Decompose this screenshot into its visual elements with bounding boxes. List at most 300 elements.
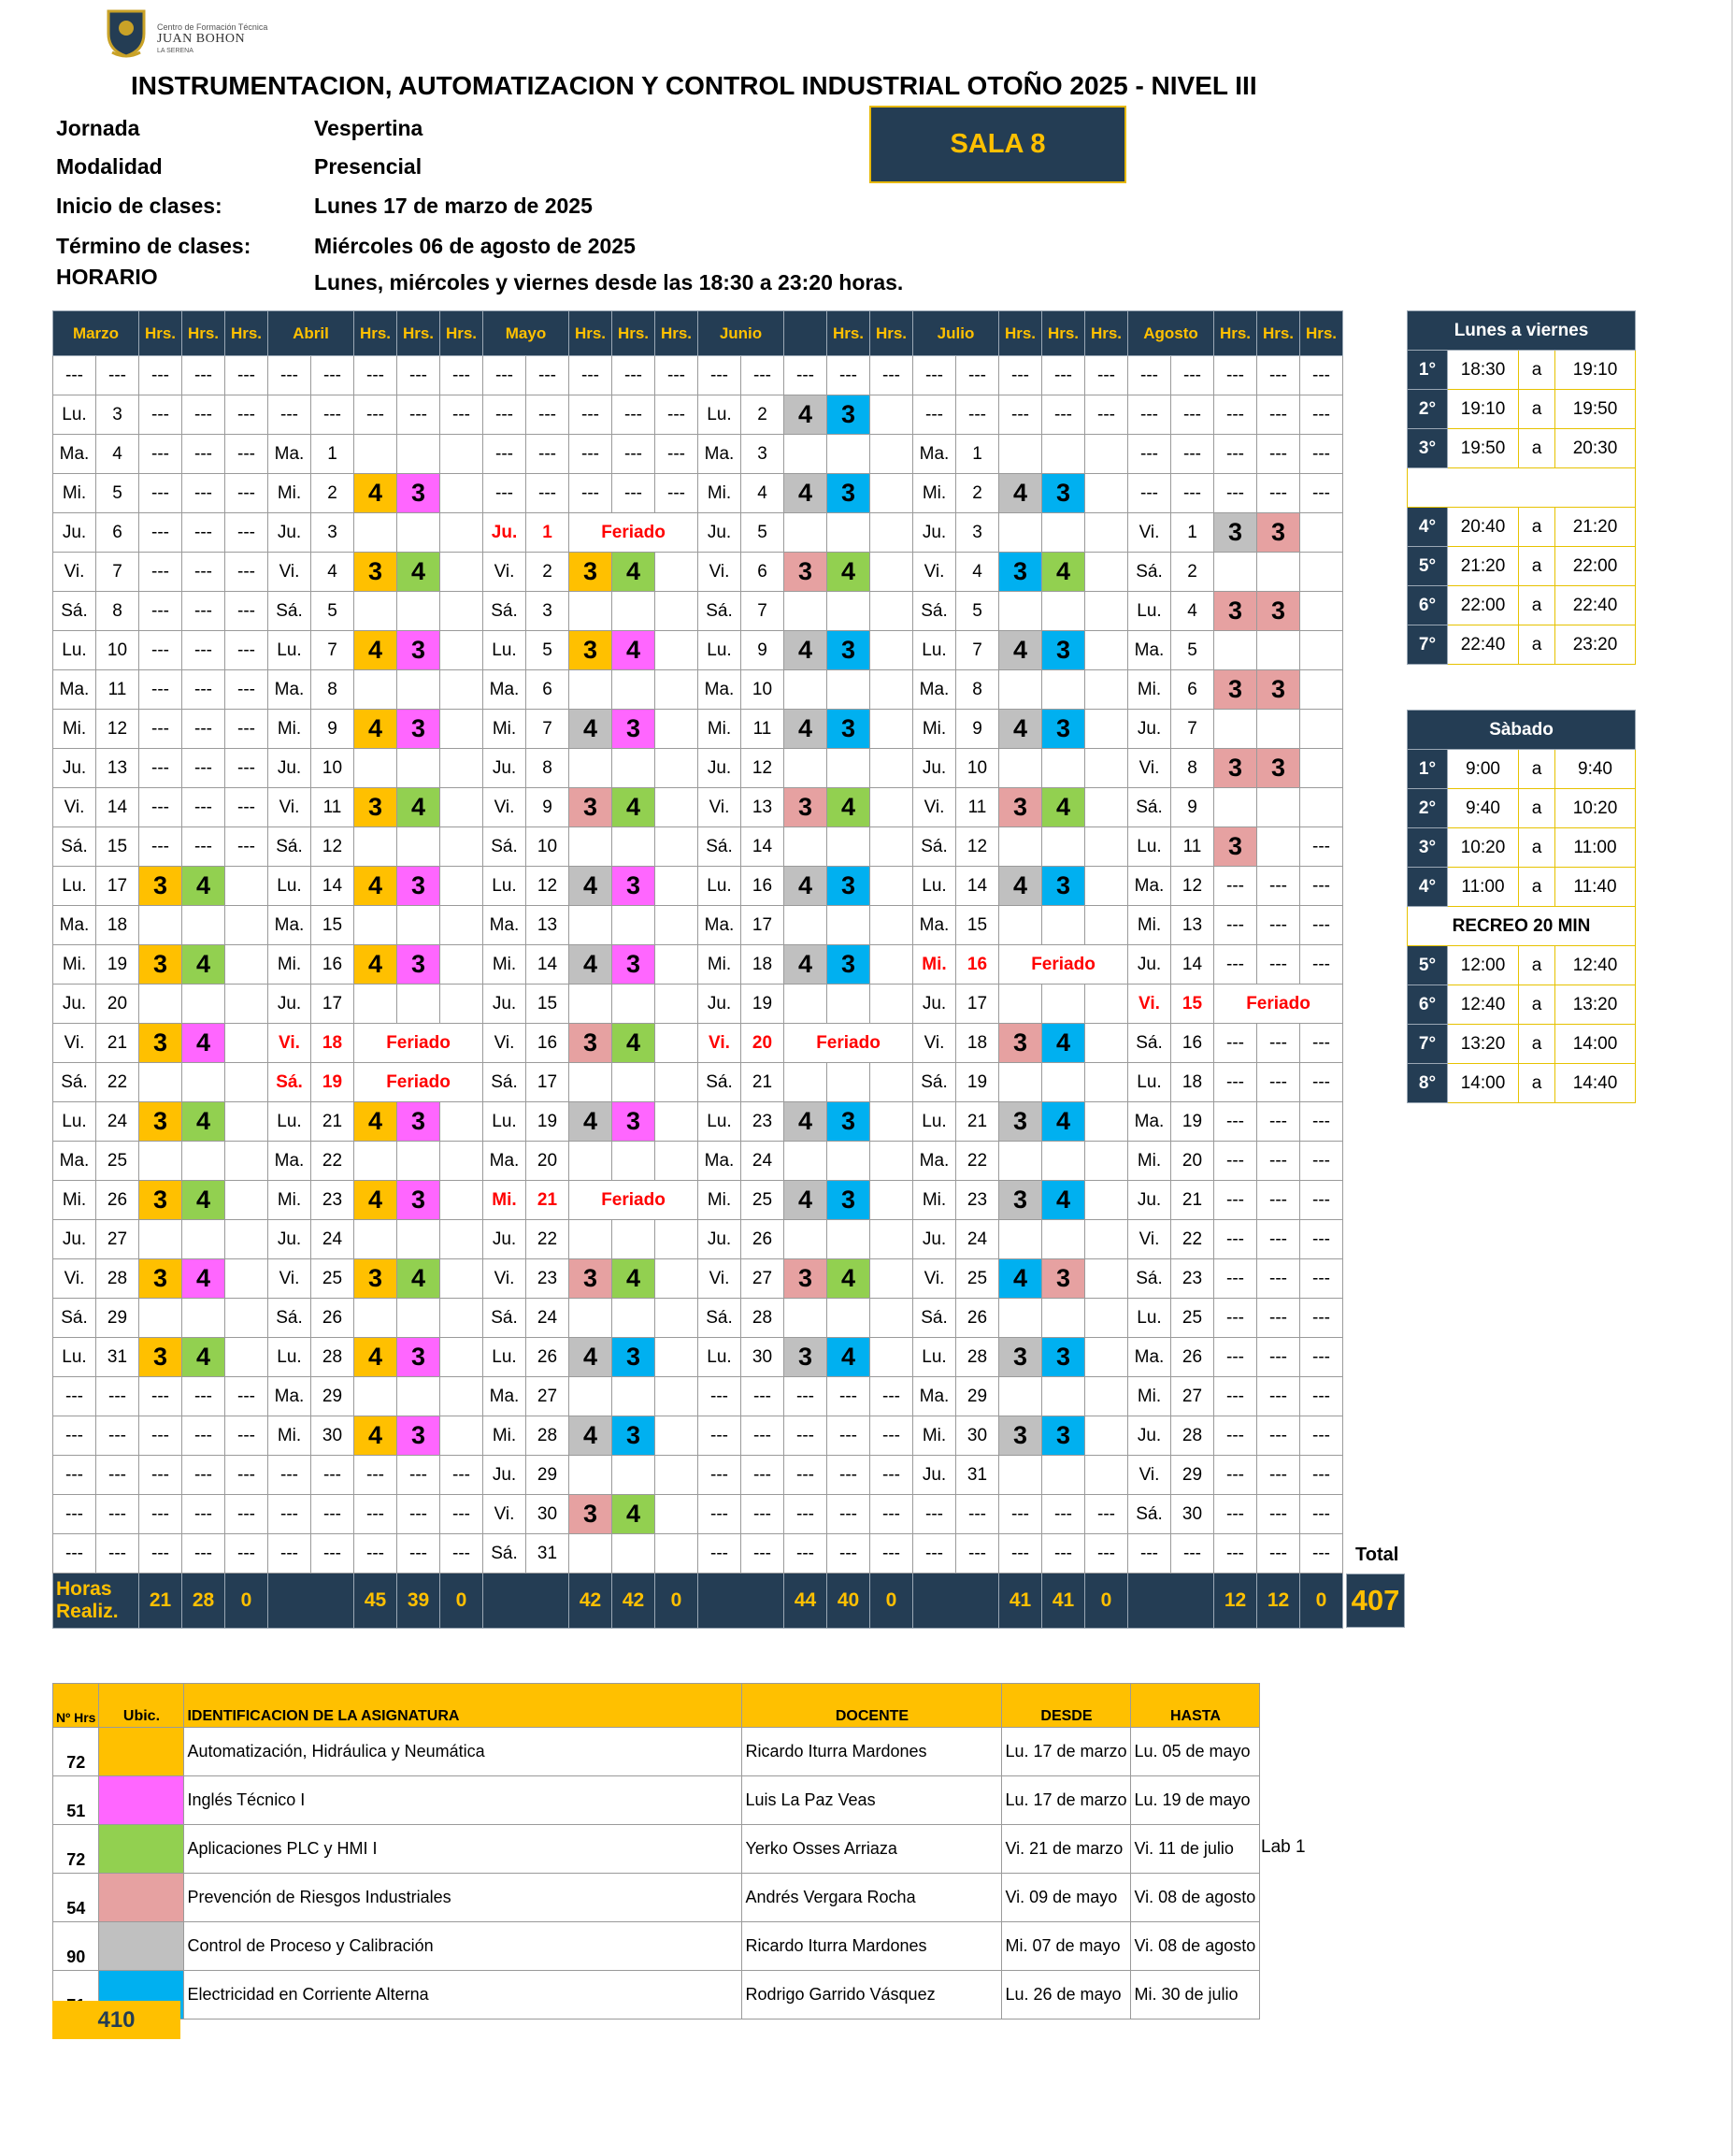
empty-cell: --- bbox=[569, 395, 612, 435]
day-number: 28 bbox=[96, 1259, 139, 1299]
empty-cell bbox=[999, 1377, 1042, 1416]
class-hours-cell: 3 bbox=[827, 710, 870, 749]
empty-cell bbox=[440, 1102, 483, 1142]
period-start: 9:00 bbox=[1448, 750, 1519, 789]
empty-cell bbox=[569, 1142, 612, 1181]
month-total: 0 bbox=[225, 1574, 268, 1629]
period-number: 1° bbox=[1408, 750, 1448, 789]
empty-cell bbox=[139, 1063, 182, 1102]
empty-cell: --- bbox=[225, 788, 268, 827]
subjects-header-cell: Nº Hrs bbox=[53, 1684, 99, 1728]
info-value-modalidad: Presencial bbox=[314, 154, 423, 179]
day-number: 5 bbox=[526, 631, 569, 670]
day-name: Ma. bbox=[53, 1142, 96, 1181]
period-start: 22:00 bbox=[1448, 586, 1519, 625]
day-name: Ju. bbox=[1128, 945, 1171, 985]
empty-cell bbox=[440, 631, 483, 670]
empty-cell: --- bbox=[354, 1456, 397, 1495]
empty-cell: --- bbox=[440, 1534, 483, 1574]
empty-cell: --- bbox=[225, 710, 268, 749]
holiday-label: Feriado bbox=[999, 945, 1128, 985]
subject-color-swatch bbox=[99, 1776, 184, 1825]
empty-cell bbox=[440, 1377, 483, 1416]
empty-cell bbox=[827, 435, 870, 474]
day-name: Ma. bbox=[1128, 631, 1171, 670]
info-label-horario: HORARIO bbox=[56, 265, 158, 289]
period-start: 9:40 bbox=[1448, 789, 1519, 828]
day-name: Mi. bbox=[913, 1181, 956, 1220]
day-name: Lu. bbox=[913, 1102, 956, 1142]
day-name: Mi. bbox=[698, 710, 741, 749]
empty-cell bbox=[1085, 788, 1128, 827]
empty-cell bbox=[1085, 827, 1128, 867]
hrs-header: Hrs. bbox=[1257, 311, 1300, 356]
footer-blank bbox=[913, 1574, 999, 1629]
empty-cell bbox=[655, 1259, 698, 1299]
day-name: Ju. bbox=[268, 749, 311, 788]
empty-cell bbox=[440, 553, 483, 592]
info-value-horario: Lunes, miércoles y viernes desde las 18:30 a 23:20 horas. bbox=[314, 270, 904, 295]
empty-cell: --- bbox=[655, 435, 698, 474]
empty-cell bbox=[225, 1102, 268, 1142]
day-number: 23 bbox=[526, 1259, 569, 1299]
day-number: 16 bbox=[311, 945, 354, 985]
total-value: 407 bbox=[1346, 1574, 1405, 1628]
day-name: --- bbox=[483, 474, 526, 513]
day-number: 5 bbox=[956, 592, 999, 631]
empty-cell bbox=[354, 827, 397, 867]
month-header: Agosto bbox=[1128, 311, 1214, 356]
empty-cell bbox=[225, 1142, 268, 1181]
class-hours-cell: 4 bbox=[569, 1338, 612, 1377]
empty-cell bbox=[1042, 827, 1085, 867]
empty-cell: --- bbox=[225, 1495, 268, 1534]
period-start: 12:40 bbox=[1448, 985, 1519, 1025]
empty-cell: --- bbox=[1300, 1259, 1343, 1299]
day-name: Lu. bbox=[53, 631, 96, 670]
day-name: Ma. bbox=[913, 435, 956, 474]
empty-cell: --- bbox=[225, 435, 268, 474]
empty-cell bbox=[1300, 788, 1343, 827]
month-total: 12 bbox=[1214, 1574, 1257, 1629]
day-number: 11 bbox=[1171, 827, 1214, 867]
day-number: 6 bbox=[96, 513, 139, 553]
day-number: 25 bbox=[311, 1259, 354, 1299]
class-hours-cell: 4 bbox=[784, 474, 827, 513]
class-hours-cell: 3 bbox=[827, 1102, 870, 1142]
class-hours-cell: 3 bbox=[612, 1338, 655, 1377]
hours-label: Horas bbox=[56, 1578, 112, 1600]
calendar-row bbox=[53, 474, 1343, 513]
empty-cell bbox=[225, 1220, 268, 1259]
day-name: --- bbox=[913, 356, 956, 395]
empty-cell: --- bbox=[182, 435, 225, 474]
day-name: Vi. bbox=[268, 1259, 311, 1299]
period-sep: a bbox=[1519, 828, 1555, 868]
class-hours-cell: 4 bbox=[784, 867, 827, 906]
day-name: Sá. bbox=[913, 827, 956, 867]
class-hours-cell: 3 bbox=[1214, 827, 1257, 867]
day-number: 12 bbox=[956, 827, 999, 867]
day-number: 17 bbox=[956, 985, 999, 1024]
day-name: Ma. bbox=[268, 670, 311, 710]
calendar-row bbox=[53, 1181, 1343, 1220]
day-number: --- bbox=[311, 1495, 354, 1534]
empty-cell bbox=[1042, 749, 1085, 788]
day-number: 11 bbox=[96, 670, 139, 710]
empty-cell bbox=[1085, 670, 1128, 710]
schedule-title: Sàbado bbox=[1408, 711, 1636, 750]
empty-cell: --- bbox=[1214, 1102, 1257, 1142]
empty-cell bbox=[225, 1299, 268, 1338]
holiday-date: 19 bbox=[311, 1063, 354, 1102]
subject-from: Vi. 21 de marzo bbox=[1002, 1825, 1131, 1874]
month-total: 28 bbox=[182, 1574, 225, 1629]
day-number: 21 bbox=[96, 1024, 139, 1063]
empty-cell bbox=[569, 1456, 612, 1495]
day-name: Ma. bbox=[483, 906, 526, 945]
day-name: Ma. bbox=[1128, 1102, 1171, 1142]
empty-cell: --- bbox=[1257, 1534, 1300, 1574]
subject-hours: 90 bbox=[53, 1922, 99, 1971]
empty-cell: --- bbox=[440, 356, 483, 395]
empty-cell bbox=[354, 985, 397, 1024]
empty-cell: --- bbox=[1300, 435, 1343, 474]
day-number: 17 bbox=[741, 906, 784, 945]
day-number: 19 bbox=[526, 1102, 569, 1142]
empty-cell bbox=[827, 1220, 870, 1259]
empty-cell bbox=[440, 749, 483, 788]
day-name: Lu. bbox=[268, 1338, 311, 1377]
empty-cell bbox=[1042, 435, 1085, 474]
day-number: 14 bbox=[311, 867, 354, 906]
empty-cell bbox=[655, 1024, 698, 1063]
empty-cell: --- bbox=[182, 553, 225, 592]
empty-cell bbox=[612, 592, 655, 631]
class-hours-cell: 3 bbox=[1257, 592, 1300, 631]
period-end: 12:40 bbox=[1555, 946, 1636, 985]
calendar-row bbox=[53, 710, 1343, 749]
day-name: Lu. bbox=[698, 1338, 741, 1377]
empty-cell bbox=[182, 906, 225, 945]
day-number: 27 bbox=[526, 1377, 569, 1416]
empty-cell: --- bbox=[569, 356, 612, 395]
empty-cell: --- bbox=[1300, 1377, 1343, 1416]
day-number: 18 bbox=[96, 906, 139, 945]
class-hours-cell: 3 bbox=[139, 945, 182, 985]
empty-cell: --- bbox=[870, 1495, 913, 1534]
hrs-header: Hrs. bbox=[999, 311, 1042, 356]
month-header: Julio bbox=[913, 311, 999, 356]
class-hours-cell: 4 bbox=[612, 1024, 655, 1063]
day-name: Mi. bbox=[913, 474, 956, 513]
empty-cell bbox=[440, 827, 483, 867]
empty-cell bbox=[1085, 1181, 1128, 1220]
day-number: 22 bbox=[1171, 1220, 1214, 1259]
holiday-date: 21 bbox=[526, 1181, 569, 1220]
class-hours-cell: 3 bbox=[827, 474, 870, 513]
info-value-inicio: Lunes 17 de marzo de 2025 bbox=[314, 194, 593, 218]
day-number: 12 bbox=[311, 827, 354, 867]
hrs-header: Hrs. bbox=[655, 311, 698, 356]
day-number: 1 bbox=[956, 435, 999, 474]
empty-cell bbox=[1257, 631, 1300, 670]
empty-cell: --- bbox=[225, 670, 268, 710]
empty-cell bbox=[397, 670, 440, 710]
day-number: --- bbox=[956, 356, 999, 395]
empty-cell bbox=[612, 1142, 655, 1181]
subject-teacher: Ricardo Iturra Mardones bbox=[742, 1922, 1002, 1971]
period-sep: a bbox=[1519, 429, 1555, 468]
empty-cell bbox=[1214, 631, 1257, 670]
day-number: 20 bbox=[526, 1142, 569, 1181]
day-name: Ju. bbox=[483, 749, 526, 788]
empty-cell bbox=[1042, 1299, 1085, 1338]
empty-cell: --- bbox=[1257, 1259, 1300, 1299]
empty-cell bbox=[440, 1299, 483, 1338]
subjects-header-cell: DESDE bbox=[1002, 1684, 1131, 1728]
class-hours-cell: 3 bbox=[569, 631, 612, 670]
class-hours-cell: 3 bbox=[1257, 513, 1300, 553]
class-hours-cell: 4 bbox=[182, 1024, 225, 1063]
empty-cell bbox=[1300, 553, 1343, 592]
empty-cell bbox=[139, 1142, 182, 1181]
empty-cell bbox=[354, 1299, 397, 1338]
day-name: --- bbox=[483, 356, 526, 395]
day-name: Sá. bbox=[698, 1063, 741, 1102]
day-number: 21 bbox=[741, 1063, 784, 1102]
empty-cell: --- bbox=[1257, 906, 1300, 945]
period-sep: a bbox=[1519, 946, 1555, 985]
period-number: 5° bbox=[1408, 946, 1448, 985]
day-name: Vi. bbox=[483, 553, 526, 592]
day-number: 18 bbox=[741, 945, 784, 985]
empty-cell: --- bbox=[827, 356, 870, 395]
class-hours-cell: 3 bbox=[354, 553, 397, 592]
empty-cell: --- bbox=[139, 513, 182, 553]
day-name: Mi. bbox=[268, 1181, 311, 1220]
day-name: Mi. bbox=[698, 474, 741, 513]
calendar-row bbox=[53, 631, 1343, 670]
day-number: --- bbox=[1171, 1534, 1214, 1574]
day-name: Mi. bbox=[483, 1416, 526, 1456]
empty-cell: --- bbox=[1300, 356, 1343, 395]
class-hours-cell: 3 bbox=[612, 1102, 655, 1142]
day-name: Mi. bbox=[268, 710, 311, 749]
day-name: --- bbox=[913, 395, 956, 435]
period-number: 7° bbox=[1408, 625, 1448, 665]
empty-cell bbox=[655, 1338, 698, 1377]
day-name: Vi. bbox=[913, 788, 956, 827]
footer-blank bbox=[698, 1574, 784, 1629]
calendar-row bbox=[53, 1142, 1343, 1181]
subject-row bbox=[53, 1971, 1260, 2019]
empty-cell bbox=[1300, 749, 1343, 788]
schedule-row bbox=[1408, 586, 1636, 625]
empty-cell: --- bbox=[1257, 1142, 1300, 1181]
empty-cell bbox=[225, 985, 268, 1024]
subject-from: Mi. 07 de mayo bbox=[1002, 1922, 1131, 1971]
empty-cell bbox=[870, 435, 913, 474]
day-number: --- bbox=[741, 1456, 784, 1495]
holiday-label: Feriado bbox=[354, 1063, 483, 1102]
day-name: Sá. bbox=[483, 592, 526, 631]
empty-cell: --- bbox=[1257, 1456, 1300, 1495]
day-name: --- bbox=[53, 1456, 96, 1495]
empty-cell bbox=[225, 1338, 268, 1377]
day-name: Ju. bbox=[483, 1456, 526, 1495]
day-number: 30 bbox=[311, 1416, 354, 1456]
lab-note: Lab 1 bbox=[1261, 1837, 1306, 1857]
period-number: 3° bbox=[1408, 429, 1448, 468]
day-number: 31 bbox=[526, 1534, 569, 1574]
day-number: 3 bbox=[311, 513, 354, 553]
subject-to: Vi. 08 de agosto bbox=[1131, 1874, 1260, 1922]
empty-cell: --- bbox=[139, 827, 182, 867]
month-total: 42 bbox=[612, 1574, 655, 1629]
subjects-header-row bbox=[53, 1684, 1260, 1728]
day-name: --- bbox=[913, 1534, 956, 1574]
calendar-row bbox=[53, 1377, 1343, 1416]
empty-cell bbox=[655, 985, 698, 1024]
calendar-row bbox=[53, 592, 1343, 631]
empty-cell: --- bbox=[1300, 1063, 1343, 1102]
empty-cell bbox=[612, 827, 655, 867]
footer-blank bbox=[483, 1574, 569, 1629]
day-name: Sá. bbox=[698, 592, 741, 631]
empty-cell: --- bbox=[182, 513, 225, 553]
class-hours-cell: 4 bbox=[827, 788, 870, 827]
empty-cell bbox=[870, 513, 913, 553]
empty-cell: --- bbox=[1257, 867, 1300, 906]
empty-cell bbox=[440, 1142, 483, 1181]
empty-cell bbox=[440, 1338, 483, 1377]
class-hours-cell: 4 bbox=[1042, 1102, 1085, 1142]
calendar-row bbox=[53, 1259, 1343, 1299]
period-end: 19:50 bbox=[1555, 390, 1636, 429]
recreo-row bbox=[1408, 907, 1636, 946]
empty-cell bbox=[1085, 592, 1128, 631]
day-name: Sá. bbox=[268, 592, 311, 631]
empty-cell bbox=[440, 474, 483, 513]
day-name: --- bbox=[698, 1377, 741, 1416]
day-name: --- bbox=[268, 1534, 311, 1574]
month-total: 21 bbox=[139, 1574, 182, 1629]
day-number: --- bbox=[526, 356, 569, 395]
class-hours-cell: 3 bbox=[354, 1259, 397, 1299]
empty-cell bbox=[870, 945, 913, 985]
empty-cell bbox=[1214, 553, 1257, 592]
empty-cell bbox=[827, 985, 870, 1024]
day-name: --- bbox=[698, 356, 741, 395]
empty-cell: --- bbox=[1257, 1220, 1300, 1259]
empty-cell bbox=[397, 513, 440, 553]
day-name: Sá. bbox=[913, 592, 956, 631]
empty-cell bbox=[784, 749, 827, 788]
empty-cell bbox=[870, 1259, 913, 1299]
empty-cell: --- bbox=[440, 1456, 483, 1495]
day-name: --- bbox=[268, 1456, 311, 1495]
day-name: --- bbox=[1128, 395, 1171, 435]
day-name: Sá. bbox=[1128, 788, 1171, 827]
empty-cell bbox=[397, 985, 440, 1024]
day-number: 16 bbox=[741, 867, 784, 906]
day-name: Mi. bbox=[53, 945, 96, 985]
period-end: 9:40 bbox=[1555, 750, 1636, 789]
holiday-date: 20 bbox=[741, 1024, 784, 1063]
day-number: 21 bbox=[311, 1102, 354, 1142]
month-total: 39 bbox=[397, 1574, 440, 1629]
day-name: Vi. bbox=[483, 788, 526, 827]
empty-cell: --- bbox=[1300, 867, 1343, 906]
day-name: Ju. bbox=[268, 1220, 311, 1259]
empty-cell: --- bbox=[1214, 1299, 1257, 1338]
hrs-header: Hrs. bbox=[225, 311, 268, 356]
period-end: 11:40 bbox=[1555, 868, 1636, 907]
empty-cell bbox=[827, 1063, 870, 1102]
subject-name: Inglés Técnico I bbox=[184, 1776, 742, 1825]
class-hours-cell: 3 bbox=[1214, 592, 1257, 631]
period-sep: a bbox=[1519, 868, 1555, 907]
calendar-row bbox=[53, 749, 1343, 788]
subject-row bbox=[53, 1728, 1260, 1776]
class-hours-cell: 4 bbox=[999, 710, 1042, 749]
empty-cell: --- bbox=[139, 670, 182, 710]
empty-cell bbox=[182, 1063, 225, 1102]
empty-cell: --- bbox=[1214, 1142, 1257, 1181]
day-number: --- bbox=[1171, 395, 1214, 435]
subject-hours: 54 bbox=[53, 1874, 99, 1922]
subjects-header-cell: HASTA bbox=[1131, 1684, 1260, 1728]
empty-cell: --- bbox=[182, 670, 225, 710]
empty-cell: --- bbox=[1085, 1534, 1128, 1574]
empty-cell: --- bbox=[139, 788, 182, 827]
day-name: --- bbox=[698, 1416, 741, 1456]
day-number: 11 bbox=[311, 788, 354, 827]
day-name: Ju. bbox=[53, 1220, 96, 1259]
class-hours-cell: 4 bbox=[784, 631, 827, 670]
empty-cell bbox=[182, 1220, 225, 1259]
empty-cell: --- bbox=[182, 356, 225, 395]
day-name: Ju. bbox=[913, 985, 956, 1024]
calendar-row bbox=[53, 553, 1343, 592]
empty-cell bbox=[1300, 631, 1343, 670]
empty-cell: --- bbox=[1042, 356, 1085, 395]
empty-cell bbox=[440, 788, 483, 827]
empty-cell: --- bbox=[1085, 395, 1128, 435]
day-name: Sá. bbox=[53, 592, 96, 631]
empty-cell: --- bbox=[655, 474, 698, 513]
schedule-row bbox=[1408, 828, 1636, 868]
day-number: --- bbox=[741, 1495, 784, 1534]
day-number: 31 bbox=[956, 1456, 999, 1495]
class-hours-cell: 3 bbox=[999, 553, 1042, 592]
day-name: --- bbox=[53, 1377, 96, 1416]
class-hours-cell: 3 bbox=[1042, 631, 1085, 670]
day-name: Ju. bbox=[53, 513, 96, 553]
holiday-day: Mi. bbox=[483, 1181, 526, 1220]
empty-cell bbox=[827, 513, 870, 553]
class-hours-cell: 4 bbox=[397, 1259, 440, 1299]
empty-cell: --- bbox=[1257, 395, 1300, 435]
empty-cell: --- bbox=[397, 356, 440, 395]
empty-cell bbox=[440, 1259, 483, 1299]
empty-cell: --- bbox=[354, 395, 397, 435]
class-hours-cell: 3 bbox=[397, 1338, 440, 1377]
schedule-row bbox=[1408, 868, 1636, 907]
day-name: Mi. bbox=[483, 945, 526, 985]
schedule-row bbox=[1408, 390, 1636, 429]
